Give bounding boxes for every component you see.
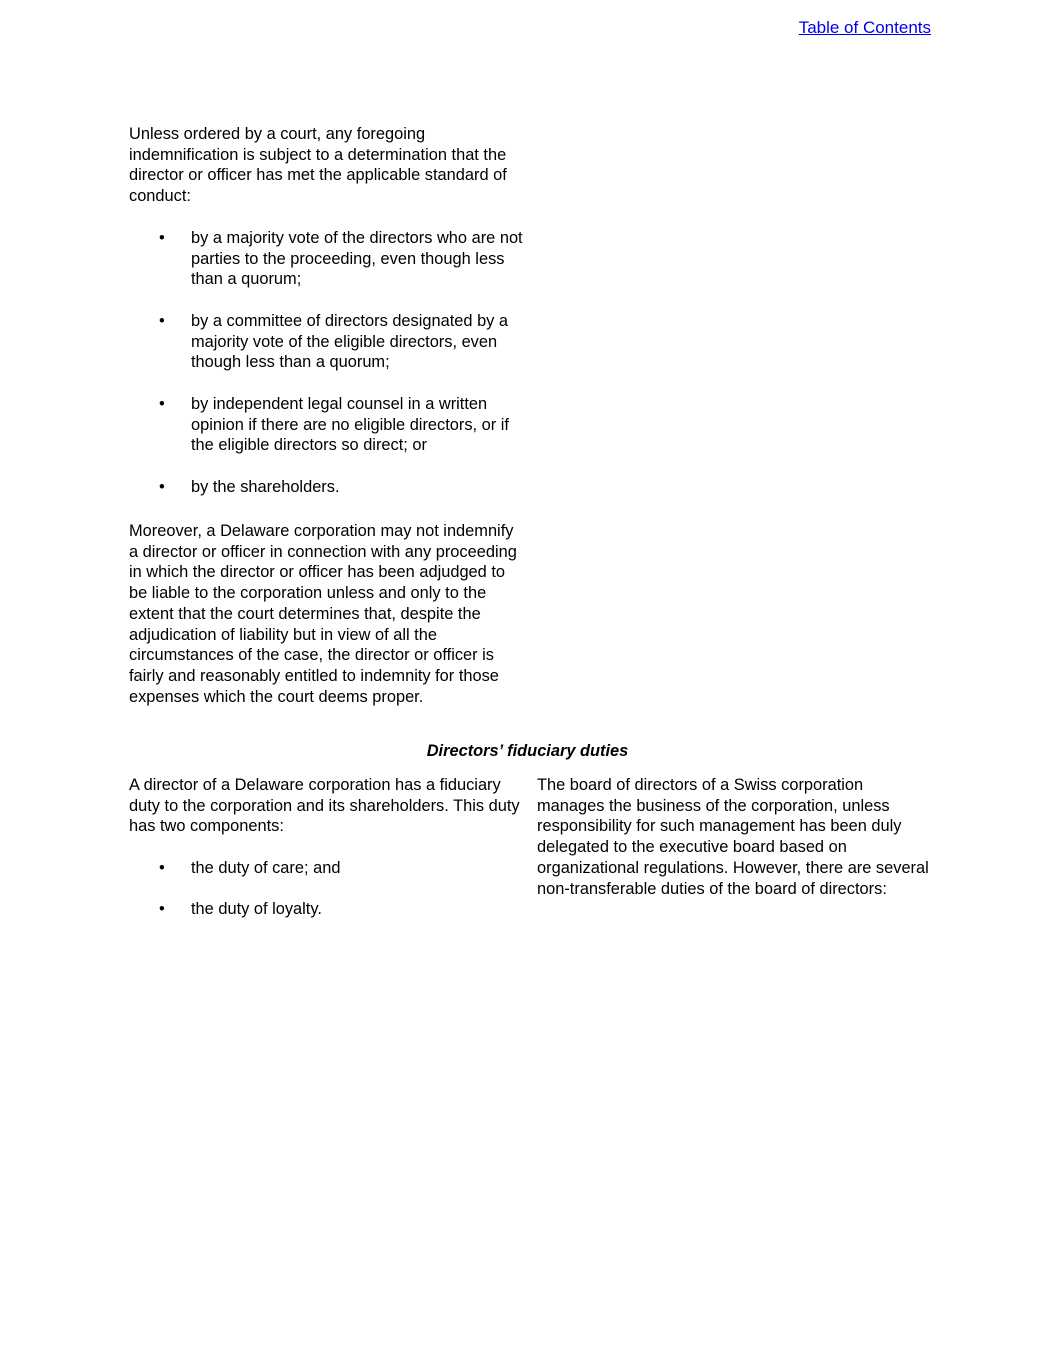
bullet-icon: •	[159, 229, 165, 247]
list-item	[129, 311, 524, 373]
bullet-icon: •	[159, 395, 165, 413]
determination-list	[129, 228, 524, 290]
duty-list	[129, 899, 524, 920]
list-item-text: by a committee of directors designated by a majority vote of the eligible directors, even though less than a quorum;	[191, 312, 509, 372]
determination-list	[129, 394, 524, 456]
determination-list	[129, 311, 524, 373]
bullet-icon: •	[159, 900, 165, 918]
list-item-text: by a majority vote of the directors who are not parties to the proceeding, even though less than a quorum;	[191, 229, 523, 289]
list-item	[129, 394, 524, 456]
table-of-contents-link[interactable]: Table of Contents	[798, 18, 931, 37]
list-item	[129, 477, 524, 498]
list-item	[129, 899, 524, 920]
delaware-fiduciary-intro: A director of a Delaware corporation has a fiduciary duty to the corporation and its shareholders. This duty has two components:	[129, 776, 520, 836]
swiss-board-duties-text: The board of directors of a Swiss corporation manages the business of the corporation, unless responsibility for such management has been duly delegated to the executive board based on organizational regulations. However, there are several non-transferable duties of the board of directors:	[537, 776, 929, 898]
bullet-icon: •	[159, 478, 165, 496]
indemnification-closing: Moreover, a Delaware corporation may not indemnify a director or officer in connection with any proceeding in which the director or officer has been adjudged to be liable to the corporation unless and only to the extent that the court determines that, despite the adjudication of liability but in view of all the circumstances of the case, the director or officer is fairly and reasonably entitled to indemnity for those expenses which the court deems proper.	[129, 522, 517, 706]
section-heading-fiduciary-duties: Directors’ fiduciary duties	[426, 742, 629, 760]
bullet-icon: •	[159, 859, 165, 877]
list-item-text: by independent legal counsel in a written opinion if there are no eligible directors, or if the eligible directors so direct; or	[191, 395, 509, 455]
list-item	[129, 858, 524, 879]
determination-list	[129, 477, 524, 498]
duty-list	[129, 858, 524, 879]
list-item-text: by the shareholders.	[191, 478, 340, 496]
list-item	[129, 228, 524, 290]
indemnification-intro: Unless ordered by a court, any foregoing indemnification is subject to a determination that the director or officer has met the applicable standard of conduct:	[129, 125, 507, 206]
bullet-icon: •	[159, 312, 165, 330]
list-item-text: the duty of loyalty.	[191, 900, 322, 918]
list-item-text: the duty of care; and	[191, 859, 341, 877]
